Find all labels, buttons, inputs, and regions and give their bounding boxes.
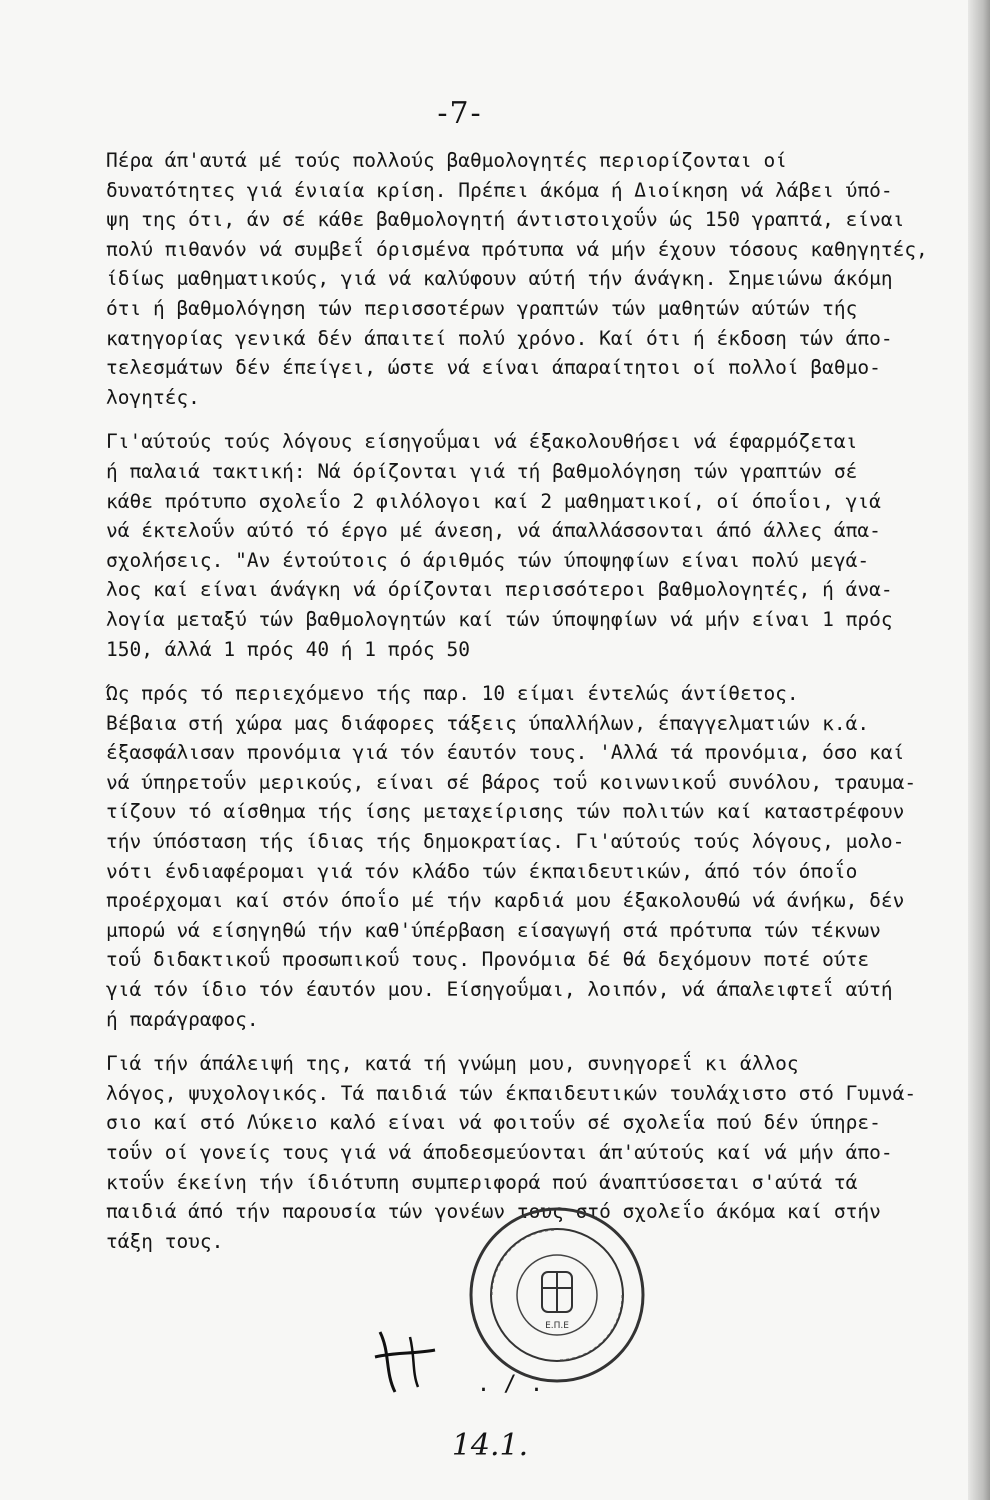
continuation-mark: . / . (476, 1372, 544, 1397)
text-line: γιά τόν ίδιο τόν έαυτόν μου. Είσηγοΰμαι, λοιπόν, νά άπαλειφτεΐ αύτή (106, 978, 893, 1002)
paragraph-2 (106, 427, 958, 664)
document-body (106, 146, 958, 1271)
text-line: ότι ή βαθμολόγηση τών περισσοτέρων γραπτών τών μαθητών αύτών τής (106, 296, 858, 320)
text-line: τίζουν τό αίσθημα τής ίσης μεταχείρισης τών πολιτών καί καταστρέφουν (106, 800, 905, 824)
text-line: κτοΰν έκείνη τήν ίδιότυπη συμπεριφορά πού άναπτύσσεται σ'αύτά τά (106, 1170, 858, 1194)
text-line: Ώς πρός τό περιεχόμενο τής παρ. 10 είμαι έντελώς άντίθετος. (106, 682, 799, 706)
text-line: ψη της ότι, άν σέ κάθε βαθμολογητή άντιστοιχοΰν ώς 150 γραπτά, είναι (106, 208, 905, 232)
text-line: σιο καί στό Λύκειο καλό είναι νά φοιτοΰν σέ σχολεΐα πού δέν ύπηρε- (106, 1111, 881, 1135)
text-line: λόγος, ψυχολογικός. Τά παιδιά τών έκπαιδευτικών τουλάχιστο στό Γυμνά- (106, 1081, 917, 1105)
text-line: ή παλαιά τακτική: Νά όρίζονται γιά τή βαθμολόγηση τών γραπτών σέ (106, 459, 858, 483)
text-line: τήν ύπόσταση τής ίδιας τής δημοκρατίας. Γι'αύτούς τούς λόγους, μολο- (106, 830, 905, 854)
text-line: Γι'αύτούς τούς λόγους είσηγοΰμαι νά έξακολουθήσει νά έφαρμόζεται (106, 430, 858, 454)
official-seal-stamp (462, 1200, 652, 1390)
handwritten-signature (360, 1312, 450, 1402)
text-line: νά ύπηρετοΰν μερικούς, είναι σέ βάρος τοΰ κοινωνικοΰ συνόλου, τραυμα- (106, 770, 917, 794)
text-line: Βέβαια στή χώρα μας διάφορες τάξεις ύπαλλήλων, έπαγγελματιών κ.ά. (106, 711, 870, 735)
text-line: νά έκτελοΰν αύτό τό έργο μέ άνεση, νά άπαλλάσσονται άπό άλλες άπα- (106, 519, 881, 543)
text-line: σχολήσεις. "Αν έντούτοις ό άριθμός τών ύποψηφίων είναι πολύ μεγά- (106, 548, 870, 572)
text-line: κάθε πρότυπο σχολεΐο 2 φιλόλογοι καί 2 μαθηματικοί, οί όποΐοι, γιά (106, 489, 881, 513)
text-line: νότι ένδιαφέρομαι γιά τόν κλάδο τών έκπαιδευτικών, άπό τόν όποΐο (106, 859, 858, 883)
text-line: κατηγορίας γενικά δέν άπαιτεί πολύ χρόνο. Καί ότι ή έκδοση τών άπο- (106, 326, 893, 350)
text-line: τελεσμάτων δέν έπείγει, ώστε νά είναι άπαραίτητοι οί πολλοί βαθμο- (106, 356, 881, 380)
svg-text:Ε.Π.Ε: Ε.Π.Ε (545, 1321, 569, 1331)
text-line: τοΰν οί γονείς τους γιά νά άποδεσμεύονται άπ'αύτούς καί νά μήν άπο- (106, 1141, 893, 1164)
paragraph-1 (106, 146, 958, 412)
text-line: έξασφάλισαν προνόμια γιά τόν έαυτόν τους. 'Αλλά τά προνόμια, όσο καί (106, 741, 905, 765)
text-line: πολύ πιθανόν νά συμβεΐ όρισμένα πρότυπα νά μήν έχουν τόσους καθηγητές, (106, 237, 928, 261)
text-line: προέρχομαι καί στόν όποΐο μέ τήν καρδιά μου έξακολουθώ νά άνήκω, δέν (106, 889, 905, 913)
text-line: δυνατότητες γιά ένιαία κρίση. Πρέπει άκόμα ή Διοίκηση νά λάβει ύπό- (106, 178, 893, 202)
text-line: λος καί είναι άνάγκη νά όρίζονται περισσότεροι βαθμολογητές, ή άνα- (106, 578, 893, 602)
text-line: ή παράγραφος. (106, 1007, 259, 1031)
text-line: μπορώ νά είσηγηθώ τήν καθ'ύπέρβαση είσαγωγή στά πρότυπα τών τέκνων (106, 918, 881, 942)
text-line: τάξη τους. (106, 1229, 224, 1253)
handwritten-folio-number: 14.1. (451, 1428, 529, 1463)
text-line: Πέρα άπ'αυτά μέ τούς πολλούς βαθμολογητές περιορίζονται οί (106, 149, 787, 172)
text-line: τοΰ διδακτικοΰ προσωπικοΰ τους. Προνόμια δέ θά δεχόμουν ποτέ ούτε (106, 948, 870, 972)
text-line: Γιά τήν άπάλειψή της, κατά τή γνώμη μου, συνηγορεΐ κι άλλος (106, 1052, 799, 1076)
text-line: λογία μεταξύ τών βαθμολογητών καί τών ύποψηφίων νά μήν είναι 1 πρός (106, 607, 893, 631)
text-line: 150, άλλά 1 πρός 40 ή 1 πρός 50 (106, 637, 470, 661)
text-line: λογητές. (106, 385, 200, 409)
page-number: -7- (437, 96, 483, 131)
text-line: παιδιά άπό τήν παρουσία τών γονέων τους στό σχολεΐο άκόμα καί στήν (106, 1200, 881, 1224)
paragraph-3 (106, 679, 958, 1034)
page-edge-shadow (968, 0, 990, 1500)
text-line: ίδίως μαθηματικούς, γιά νά καλύφουν αύτή τήν άνάγκη. Σημειώνω άκόμη (106, 267, 893, 291)
